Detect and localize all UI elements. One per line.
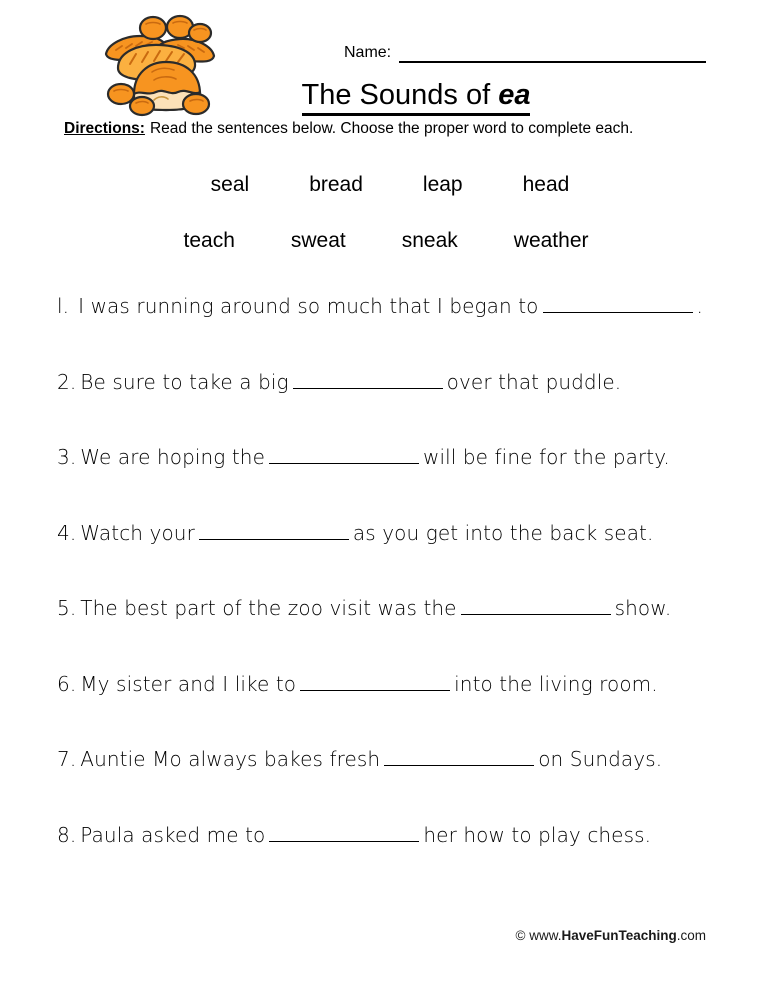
- question-text-after: over that puddle.: [446, 369, 622, 394]
- page-title-prefix: The Sounds of: [301, 79, 499, 111]
- page-title: [0, 78, 772, 116]
- question-number: 8.: [57, 822, 77, 847]
- name-row: [344, 44, 706, 63]
- question-text-after: .: [696, 294, 703, 318]
- question-item: [57, 669, 729, 745]
- question-number: 6.: [57, 671, 77, 696]
- question-text-after: her how to play chess.: [423, 822, 652, 847]
- word-bank-word[interactable]: head: [522, 173, 570, 196]
- question-number: 4.: [57, 520, 77, 545]
- question-text-after: show.: [614, 596, 672, 620]
- name-label: Name:: [344, 44, 392, 61]
- word-bank-word[interactable]: sweat: [290, 229, 346, 252]
- answer-blank[interactable]: [461, 598, 611, 615]
- question-text-before: I was running around so much that I began to: [78, 294, 539, 318]
- word-bank-word[interactable]: weather: [513, 229, 589, 252]
- word-bank-word[interactable]: bread: [309, 173, 363, 196]
- footer-copyright-prefix: © www.: [515, 928, 562, 943]
- footer-copyright: [0, 927, 772, 944]
- question-number: 7.: [57, 747, 77, 771]
- answer-blank[interactable]: [269, 825, 419, 842]
- question-item: [57, 291, 729, 367]
- directions-text: Read the sentences below. Choose the proper word to complete each.: [149, 120, 634, 137]
- directions-label: Directions:: [64, 120, 145, 137]
- answer-blank[interactable]: [199, 523, 349, 540]
- word-bank: [0, 168, 772, 258]
- question-text-before: Auntie Mo always bakes fresh: [80, 747, 381, 771]
- question-number: 2.: [57, 369, 77, 394]
- question-text-after: into the living room.: [454, 671, 658, 696]
- word-bank-row-2: [0, 224, 772, 258]
- word-bank-word[interactable]: teach: [183, 229, 235, 252]
- name-input-line[interactable]: [399, 47, 706, 63]
- answer-blank[interactable]: [384, 749, 534, 766]
- answer-blank[interactable]: [543, 296, 693, 313]
- question-text-before: Be sure to take a big: [80, 369, 289, 394]
- question-item: [57, 442, 729, 518]
- question-item: [57, 593, 729, 669]
- question-text-before: The best part of the zoo visit was the: [80, 596, 457, 620]
- question-text-after: on Sundays.: [538, 747, 663, 771]
- question-item: [57, 820, 729, 896]
- question-text-before: Watch your: [80, 520, 195, 545]
- question-number: 3.: [57, 445, 77, 469]
- page-title-focus: ea: [498, 79, 531, 111]
- question-text-before: We are hoping the: [80, 445, 265, 469]
- word-bank-word[interactable]: leap: [422, 173, 463, 196]
- question-item: [57, 367, 729, 443]
- answer-blank[interactable]: [269, 447, 419, 464]
- question-text-after: will be fine for the party.: [423, 445, 670, 469]
- directions: [64, 119, 754, 138]
- question-number: 5.: [57, 596, 77, 620]
- word-bank-word[interactable]: seal: [210, 173, 250, 196]
- question-item: [57, 744, 729, 820]
- footer-brand: HaveFunTeaching: [561, 928, 677, 943]
- question-text-before: My sister and I like to: [80, 671, 297, 696]
- question-text-after: as you get into the back seat.: [352, 520, 654, 545]
- footer-tld: .com: [676, 928, 706, 943]
- answer-blank[interactable]: [293, 372, 443, 389]
- question-item: [57, 518, 729, 594]
- question-number: l.: [57, 294, 70, 318]
- word-bank-word[interactable]: sneak: [401, 229, 458, 252]
- word-bank-row-1: [0, 168, 772, 202]
- question-list: [57, 291, 729, 895]
- answer-blank[interactable]: [300, 674, 450, 691]
- question-text-before: Paula asked me to: [80, 822, 266, 847]
